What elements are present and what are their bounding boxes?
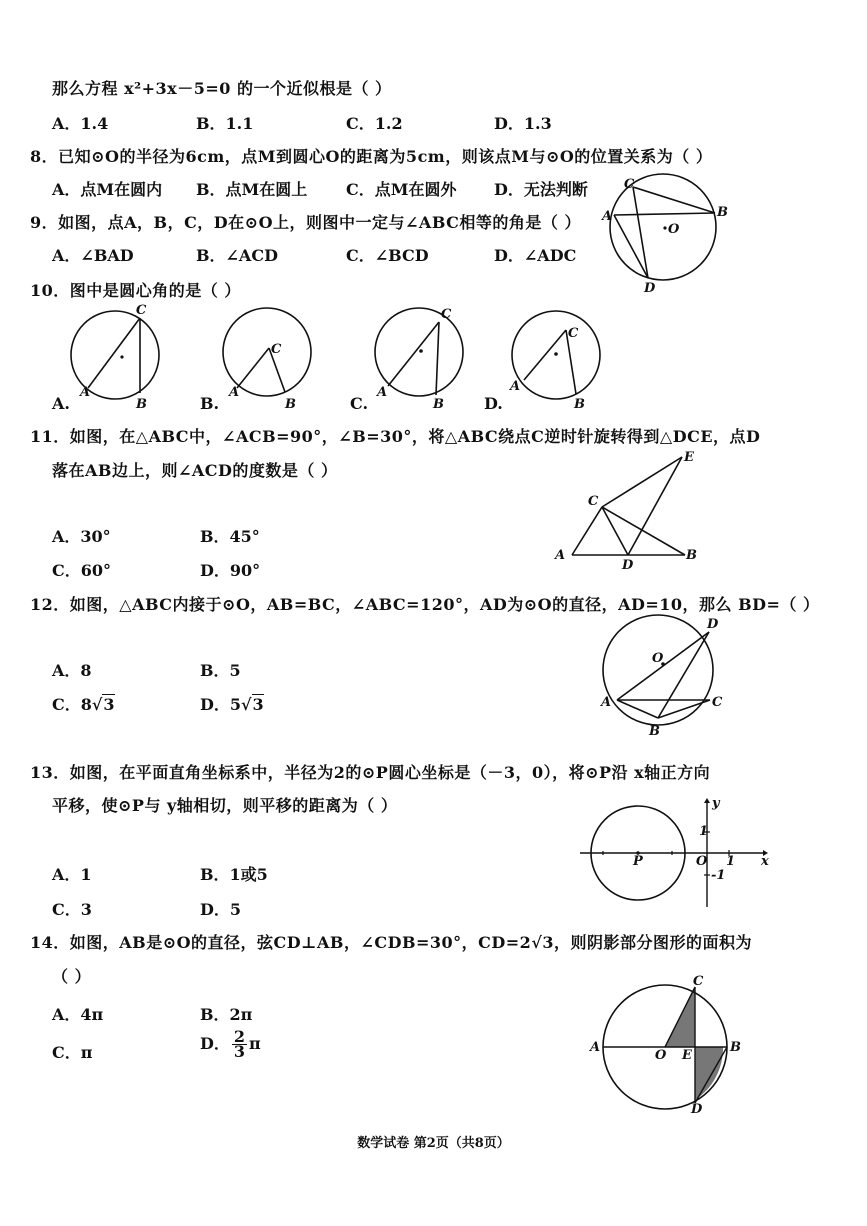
q13-option-d: D．5 [200,900,242,919]
q11-option-b: B．45° [200,527,260,546]
q8-option-c: C．点M在圆外 [346,180,457,199]
q10-option-b: B. [200,394,220,413]
q12-option-b: B．5 [200,661,241,680]
q10-figure-c [355,300,475,415]
q14-shade-lower [695,1047,723,1100]
q11-stem-line1: 11．如图，在△ABC中，∠ACB=90°，∠B=30°，将△ABC绕点C逆时针旋转得到△DCE，点D [30,427,761,446]
q9-label-c: C [624,177,635,192]
q13-label-x: x [761,854,769,869]
q7-option-a: A．1.4 [52,114,109,133]
q9-figure [600,170,730,295]
q10c-label-a: A [377,385,388,400]
q12-label-b: B [649,724,660,739]
q14-label-c: C [693,975,704,989]
q10d-label-b: B [574,397,585,412]
q10-option-a: A. [52,394,70,413]
q10-option-c: C. [350,394,369,413]
q8-stem: 8．已知⊙O的半径为6cm，点M到圆心O的距离为5cm，则该点M与⊙O的位置关系为（ ） [30,147,713,166]
q10-option-d: D. [484,394,503,413]
q9-label-o: O [668,222,680,237]
q11-stem-line2: 落在AB边上，则∠ACD的度数是（ ） [52,461,338,480]
q13-label-p: P [633,854,643,869]
q12-label-o: O [652,651,664,666]
q14-option-c: C．π [52,1043,93,1062]
q9-option-b: B．∠ACD [196,246,278,265]
q10b-label-a: A [229,385,240,400]
q14-option-d: D． $\frac{2}{3}$ π [200,1027,261,1061]
q11-option-d: D．90° [200,561,261,580]
q14-stem-line1: 14．如图，AB是⊙O的直径，弦CD⊥AB，∠CDB=30°，CD=2√3，则阴影部分图形的面积为 [30,933,752,952]
q10d-label-c: C [568,326,579,341]
q10-figure-b [205,300,325,415]
q7-option-c: C．1.2 [346,114,403,133]
q12-option-c: C．8√3 [52,695,115,714]
q9-stem: 9．如图，点A，B，C，D在⊙O上，则图中一定与∠ABC相等的角是（ ） [30,213,581,232]
q11-label-b: B [686,548,697,563]
q13-label-y1: 1 [699,824,709,839]
q13-figure [575,795,770,915]
q9-option-a: A．∠BAD [52,246,134,265]
q10c-label-c: C [441,307,452,322]
q14-label-e: E [682,1048,692,1063]
q9-option-c: C．∠BCD [346,246,429,265]
q12-label-c: C [712,695,723,710]
q13-option-b: B．1或5 [200,865,268,884]
q10a-label-c: C [136,303,147,318]
q9-label-a: A [602,209,613,224]
q13-label-ym1: -1 [711,868,726,883]
q9-chord-ab [614,213,715,215]
q11-label-c: C [588,494,599,509]
q9-label-d: D [644,281,656,295]
q9-label-b: B [717,205,728,220]
q11-option-c: C．60° [52,561,112,580]
q14-label-a: A [590,1040,601,1055]
page-footer: 数学试卷 第2页（共8页） [357,1136,510,1151]
q10a-label-a: A [80,385,91,400]
q8-option-d: D．无法判断 [494,180,588,199]
q11-label-e: E [684,450,694,465]
q14-frac-den: 3 [233,1042,246,1061]
q13-stem-line2: 平移，使⊙P与 y轴相切，则平移的距离为（ ） [52,796,398,815]
q10b-label-b: B [285,397,296,412]
q7-stem: 那么方程 x²+3x－5=0 的一个近似根是（ ） [52,79,392,98]
q10b-label-c: C [271,342,282,357]
q12-figure [595,610,735,740]
q14-label-o: O [655,1048,667,1063]
q13-option-a: A．1 [52,865,92,884]
q8-option-a: A．点M在圆内 [52,180,163,199]
q11-figure [550,445,710,575]
q14-option-a: A．4π [52,1005,104,1024]
q14-label-b: B [730,1040,741,1055]
q14-frac-num: 2 [233,1027,246,1046]
q10d-label-a: A [510,379,521,394]
q10-figure-d [500,300,620,415]
q7-option-b: B．1.1 [196,114,254,133]
q10a-label-b: B [136,397,147,412]
q14-option-b: B．2π [200,1005,253,1024]
q12-label-d: D [707,617,719,632]
q13-option-c: C．3 [52,900,92,919]
q13-label-x1: 1 [726,854,736,869]
q12-option-d: D．5√3 [200,695,264,714]
q13-label-y: y [712,796,720,811]
q7-option-d: D．1.3 [494,114,552,133]
q14-figure [585,975,745,1115]
q11-label-d: D [622,558,634,573]
q14-label-d: D [691,1102,703,1115]
q13-label-o: O [696,854,708,869]
q14-stem-line2: （ ） [52,967,92,986]
q13-stem-line1: 13．如图，在平面直角坐标系中，半径为2的⊙P圆心坐标是（－3，0），将⊙P沿 x轴正方向 [30,763,711,782]
q12-option-a: A．8 [52,661,92,680]
q8-option-b: B．点M在圆上 [196,180,308,199]
q11-label-a: A [555,548,566,563]
q9-option-d: D．∠ADC [494,246,577,265]
q12-label-a: A [601,695,612,710]
q9-center-dot [663,226,666,229]
q12-stem: 12．如图，△ABC内接于⊙O，AB=BC，∠ABC=120°，AD为⊙O的直径，AD=10，那么 BD=（ ） [30,595,820,614]
q11-option-a: A．30° [52,527,111,546]
q10-stem: 10．图中是圆心角的是（ ） [30,281,241,300]
q10c-label-b: B [433,397,444,412]
